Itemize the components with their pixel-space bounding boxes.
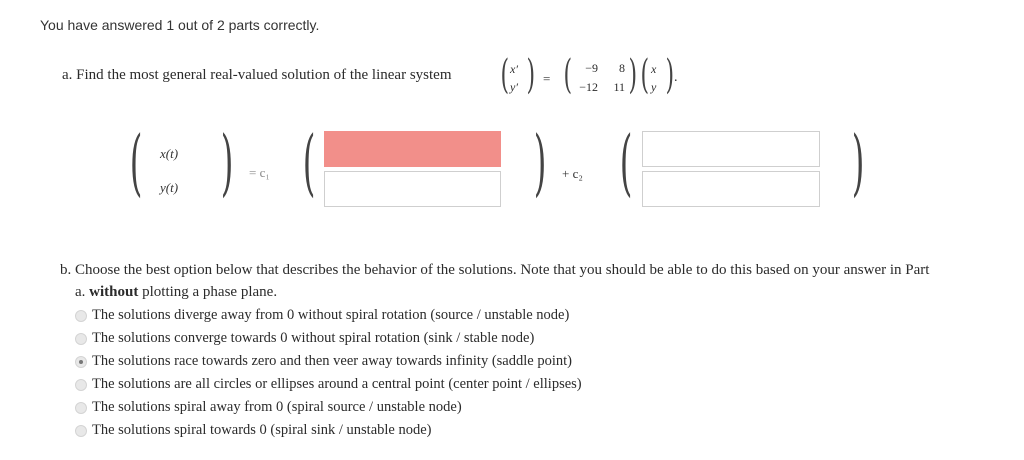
rhs-y: y [651,80,657,94]
radio-center[interactable] [75,379,87,391]
option-spiral-sink[interactable] [75,419,582,442]
matrix-close-paren: ) [628,52,638,98]
lhs-y-prime: y′ [510,80,518,94]
radio-saddle[interactable] [75,356,87,368]
vector1-close-paren: ) [533,120,547,204]
option-center[interactable] [75,373,582,396]
rhs-close-paren: ) [665,52,675,98]
solution-var-x: x(t) [160,146,179,161]
vector2-y-input[interactable] [642,171,820,207]
radio-spiral-source[interactable] [75,402,87,414]
part-b-prompt-line1: b. Choose the best option below that describes the behavior of the solutions. Note that you should be able to do this based on your answer in Part [60,262,930,278]
lhs-close-paren: ) [526,52,536,98]
part-b-prompt-a: a. [75,284,90,300]
behavior-options [75,304,582,442]
lhs-x-prime: x′ [510,62,518,76]
part-b-prompt-line2: plotting a phase plane. [138,284,278,300]
matrix-a11: −9 [585,61,598,75]
c2-coefficient: + c₂ [562,166,583,181]
radio-sink[interactable] [75,333,87,345]
radio-spiral-sink[interactable] [75,425,87,437]
solution-var-y: y(t) [160,180,179,195]
option-label: The solutions spiral towards 0 (spiral sink / unstable node) [92,422,432,438]
option-label: The solutions spiral away from 0 (spiral source / unstable node) [92,399,462,415]
option-source[interactable] [75,304,582,327]
matrix-open-paren: ( [563,52,573,98]
vector2-x-input[interactable] [642,131,820,167]
option-label: The solutions are all circles or ellipses around a central point (center point / ellipses) [92,376,582,392]
option-label: The solutions race towards zero and then veer away towards infinity (saddle point) [92,353,572,369]
option-sink[interactable] [75,327,582,350]
equals-sign: = [543,71,551,86]
part-b-prompt-bold: without [89,284,139,300]
vector1-x-input[interactable] [324,131,501,167]
lhs-open-paren: ( [500,52,510,98]
option-label: The solutions diverge away from 0 without spiral rotation (source / unstable node) [92,307,570,323]
matrix-a12: 8 [619,61,625,75]
part-b-prompt [60,259,1020,303]
vector2-open-paren: ( [619,120,633,204]
score-status: You have answered 1 out of 2 parts correctly. [40,17,320,33]
matrix-a21: −12 [579,80,598,94]
vector1-y-input[interactable] [324,171,501,207]
solution-vector-close-paren: ) [220,120,234,204]
solution-vector-open-paren: ( [129,120,143,204]
part-a-prompt: a. Find the most general real-valued solution of the linear system [62,67,452,83]
c1-coefficient: = c₁ [249,165,270,180]
vector2-close-paren: ) [851,120,865,204]
rhs-open-paren: ( [640,52,650,98]
option-label: The solutions converge towards 0 without spiral rotation (sink / stable node) [92,330,535,346]
option-spiral-source[interactable] [75,396,582,419]
matrix-a22: 11 [613,80,625,94]
option-saddle[interactable] [75,350,582,373]
system-period: . [674,70,678,85]
vector1-open-paren: ( [302,120,316,204]
rhs-x: x [651,62,657,76]
radio-source[interactable] [75,310,87,322]
